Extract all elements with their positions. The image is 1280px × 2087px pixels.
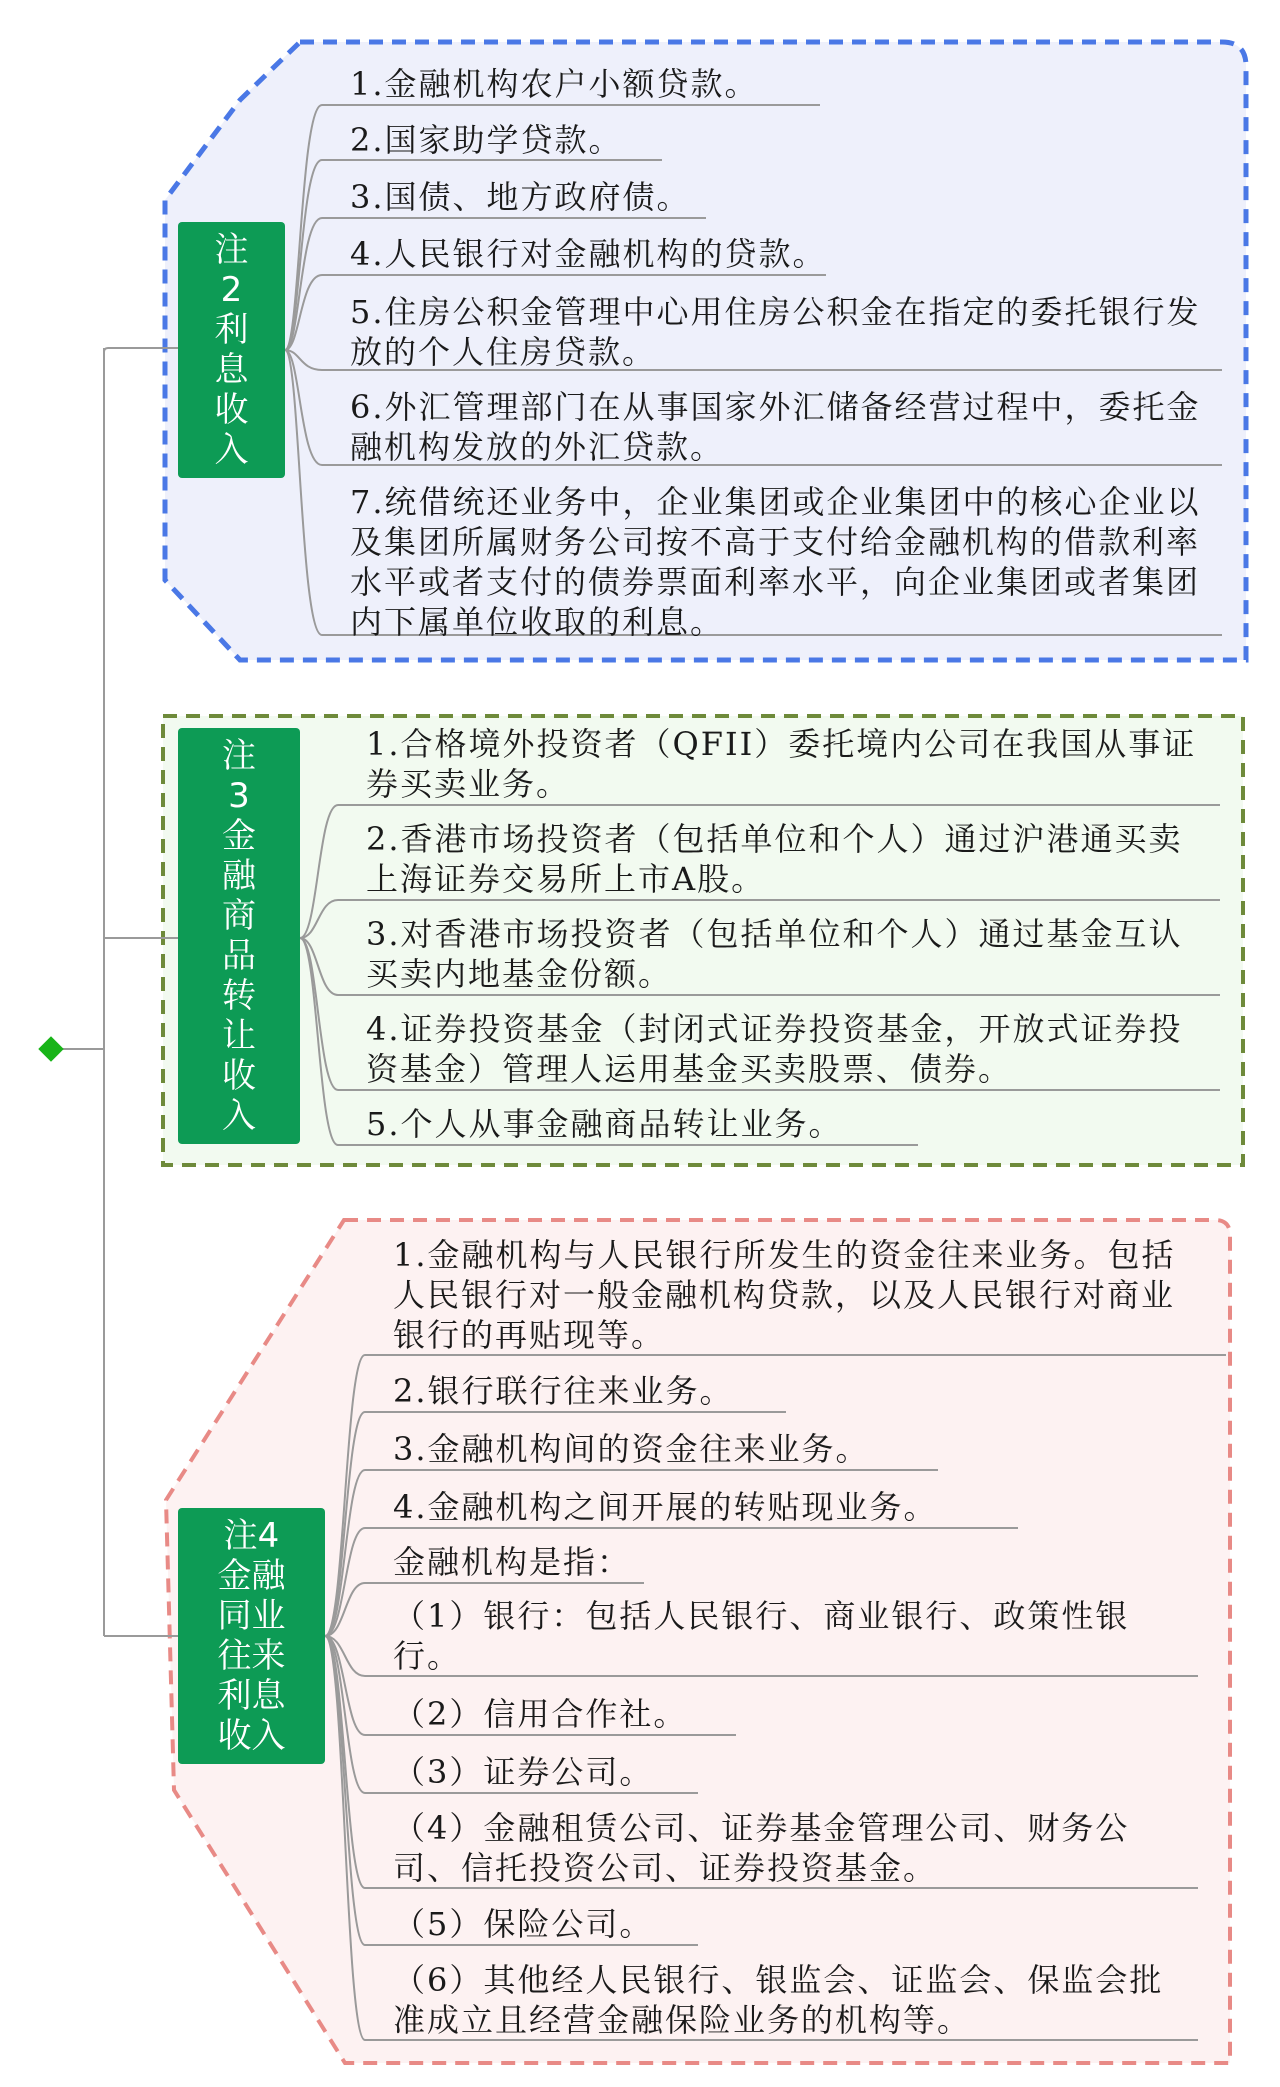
leaf-item[interactable]: 7.统借统还业务中，企业集团或企业集团中的核心企业以及集团所属财务公司按不高于支付给金融机构的借款利率水平或者支付的债券票面利率水平，向企业集团或者集团内下属单位收取的利息。 [350,483,1201,641]
leaf-item[interactable]: （5）保险公司。 [393,1905,654,1943]
branch-label: 注3金融商品转让收入 [221,736,256,1136]
leaf-item[interactable]: （4）金融租赁公司、证券基金管理公司、财务公司、信托投资公司、证券投资基金。 [393,1809,1130,1887]
leaf-item[interactable]: 4.证券投资基金（封闭式证券投资基金，开放式证券投资基金）管理人运用基金买卖股票、债券。 [366,1010,1183,1088]
leaf-item[interactable]: 4.金融机构之间开展的转贴现业务。 [393,1488,938,1526]
leaf-item[interactable]: （2）信用合作社。 [393,1695,688,1733]
branch-node-interbank-interest[interactable] [178,1508,325,1764]
leaf-item[interactable]: （3）证券公司。 [393,1753,654,1791]
leaf-item[interactable]: 2.银行联行往来业务。 [393,1372,734,1410]
leaf-item[interactable]: 3.对香港市场投资者（包括单位和个人）通过基金互认买卖内地基金份额。 [366,915,1183,993]
leaf-item[interactable]: 5.住房公积金管理中心用住房公积金在指定的委托银行发放的个人住房贷款。 [350,293,1201,371]
leaf-item[interactable]: 2.国家助学贷款。 [350,121,623,159]
leaf-item[interactable]: （6）其他经人民银行、银监会、证监会、保监会批准成立且经营金融保险业务的机构等。 [393,1961,1164,2039]
leaf-item[interactable]: 1.合格境外投资者（QFII）委托境内公司在我国从事证券买卖业务。 [366,725,1197,803]
leaf-item[interactable]: 4.人民银行对金融机构的贷款。 [350,235,827,273]
leaf-item[interactable]: 5.个人从事金融商品转让业务。 [366,1105,843,1143]
leaf-item[interactable]: 1.金融机构与人民银行所发生的资金往来业务。包括人民银行对一般金融机构贷款，以及人民银行对商业银行的再贴现等。 [393,1236,1176,1354]
leaf-item[interactable]: 金融机构是指： [393,1543,632,1581]
branch-label: 注2利息收入 [214,230,249,470]
leaf-item[interactable]: 3.国债、地方政府债。 [350,178,691,216]
branch-node-financial-product-transfer[interactable] [178,728,300,1144]
leaf-item[interactable]: 1.金融机构农户小额贷款。 [350,65,759,103]
leaf-item[interactable]: 3.金融机构间的资金往来业务。 [393,1430,870,1468]
leaf-item[interactable]: （1）银行：包括人民银行、商业银行、政策性银行。 [393,1597,1130,1675]
branch-label: 注4金融同业往来利息收入 [217,1516,286,1756]
leaf-item[interactable]: 6.外汇管理部门在从事国家外汇储备经营过程中，委托金融机构发放的外汇贷款。 [350,388,1201,466]
branch-node-interest-income[interactable] [178,222,285,478]
leaf-item[interactable]: 2.香港市场投资者（包括单位和个人）通过沪港通买卖上海证券交易所上市A股。 [366,820,1183,898]
